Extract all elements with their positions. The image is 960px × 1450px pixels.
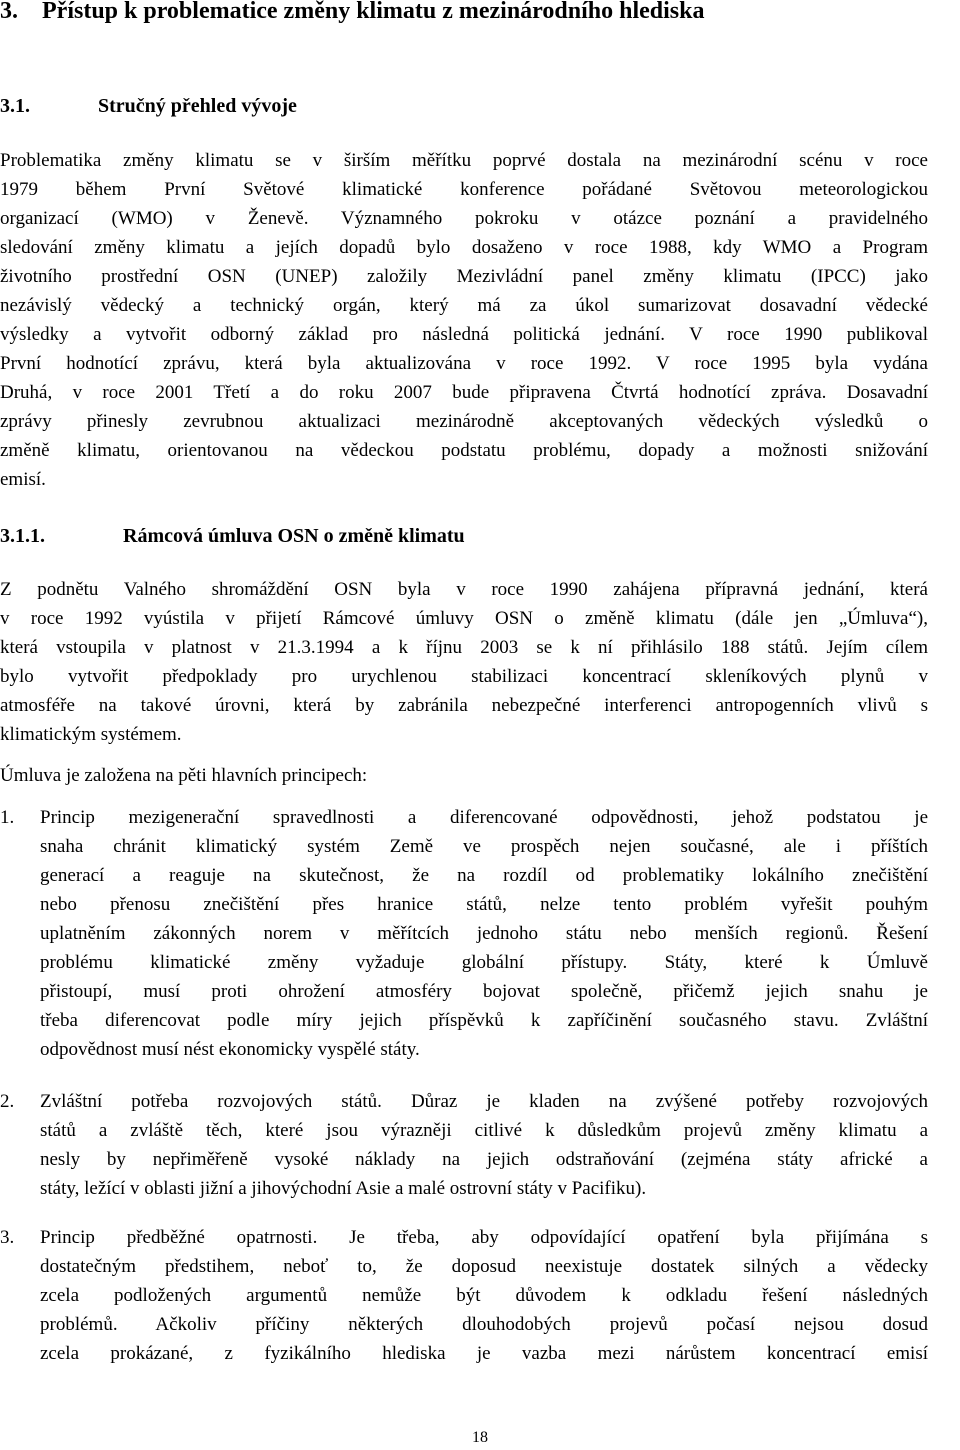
text-line: států a zvláště těch, které jsou výrazněji citlivé k důsledkům projevů změny klimatu a [40, 1120, 928, 1141]
text-line: Princip předběžné opatrnosti. Je třeba, aby odpovídající opatření byla přijímána s [40, 1227, 928, 1248]
text-line: Druhá, v roce 2001 Třetí a do roku 2007 bude připravena Čtvrtá hodnotící zpráva. Dosavadní [0, 382, 928, 403]
text-line: státy, ležící v oblasti jižní a jihovýchodní Asie a malé ostrovní státy v Pacifiku). [40, 1178, 647, 1199]
chapter-title: Přístup k problematice změny klimatu z mezinárodního hlediska [42, 0, 705, 24]
text-line: klimatickým systémem. [0, 724, 182, 745]
text-line: Z podnětu Valného shromáždění OSN byla v roce 1990 zahájena přípravná jednání, která [0, 579, 928, 600]
text-line: Princip mezigenerační spravedlnosti a diferencované odpovědnosti, jehož podstatou je [40, 807, 928, 828]
subsection-number: 3.1.1. [0, 525, 45, 547]
text-line: zcela prokázané, z fyzikálního hlediska je vazba mezi nárůstem koncentrací emisí [40, 1343, 928, 1364]
text-line: atmosféře na takové úrovni, která by zabránila nebezpečné interferenci antropogenních vlivů s [0, 695, 928, 716]
text-line: zcela podložených argumentů nemůže být důvodem k odkladu řešení následných [40, 1285, 928, 1306]
text-line: změně klimatu, orientovanou na vědeckou podstatu problému, dopady a možnosti snižování [0, 440, 928, 461]
text-line: nebo přenosu znečištění přes hranice států, nelze tento problém vyřešit pouhým [40, 894, 928, 915]
list-item-number: 3. [0, 1227, 15, 1248]
subsection-title: Rámcová úmluva OSN o změně klimatu [123, 525, 465, 547]
text-line: v roce 1992 vyústila v přijetí Rámcové úmluvy OSN o změně klimatu (dále jen „Úmluva“), [0, 608, 928, 629]
chapter-number: 3. [0, 0, 18, 24]
list-item-number: 2. [0, 1091, 15, 1112]
text-line: uplatněním zákonných norem v měřítcích jednoho státu nebo menších regionů. Řešení [40, 923, 928, 944]
text-line: snaha chránit klimatický systém Země ve prospěch nejen současné, ale i příštích [40, 836, 928, 857]
principles-intro: Úmluva je založena na pěti hlavních principech: [0, 765, 368, 786]
text-line: nezávislý vědecký a technický orgán, který má za úkol sumarizovat dosavadní vědecké [0, 295, 928, 316]
section-number: 3.1. [0, 95, 30, 117]
text-line: životního prostřední OSN (UNEP) založily Mezivládní panel změny klimatu (IPCC) jako [0, 266, 928, 287]
text-line: sledování změny klimatu a jejích dopadů bylo dosaženo v roce 1988, kdy WMO a Program [0, 237, 928, 258]
text-line: zprávy přinesly zevrubnou aktualizaci mezinárodně akceptovaných vědeckých výsledků o [0, 411, 928, 432]
text-line: nesly by nepřiměřeně vysoké náklady na jejich odstraňování (zejména státy africké a [40, 1149, 928, 1170]
text-line: bylo vytvořit předpoklady pro urychlenou stabilizaci koncentrací skleníkových plynů v [0, 666, 928, 687]
text-line: odpovědnost musí nést ekonomicky vyspělé státy. [40, 1039, 420, 1060]
subsection-heading [0, 521, 465, 551]
text-line: problému klimatické změny vyžaduje globální přístupy. Státy, které k Úmluvě [40, 952, 928, 973]
page-number: 18 [472, 1429, 488, 1446]
chapter-heading [0, 0, 704, 27]
text-line: organizací (WMO) v Ženevě. Významného pokroku v otázce poznání a pravidelného [0, 208, 928, 229]
text-line: emisí. [0, 469, 46, 490]
text-line: třeba diferencovat podle míry jejich příspěvků k zapříčinění současného stavu. Zvláštní [40, 1010, 928, 1031]
text-line: generací a reaguje na skutečnost, že na rozdíl od problematiky lokálního znečištění [40, 865, 928, 886]
text-line: problémů. Ačkoliv příčiny některých dlouhodobých projevů počasí nejsou dosud [40, 1314, 928, 1335]
text-line: dostatečným předstihem, neboť to, že doposud neexistuje dostatek silných a vědecky [40, 1256, 928, 1277]
text-line: První hodnotící zprávu, která byla aktualizována v roce 1992. V roce 1995 byla vydána [0, 353, 928, 374]
text-line: výsledky a vytvořit odborný základ pro následná politická jednání. V roce 1990 publikoval [0, 324, 928, 345]
text-line: která vstoupila v platnost v 21.3.1994 a k říjnu 2003 se k ní přihlásilo 188 států. Jejím cílem [0, 637, 928, 658]
section-title: Stručný přehled vývoje [98, 95, 297, 117]
text-line: 1979 během První Světové klimatické konference pořádané Světovou meteorologickou [0, 179, 928, 200]
section-heading [0, 91, 297, 121]
text-line: přistoupí, musí proti ohrožení atmosféry bojovat společně, přičemž jejich snahu je [40, 981, 928, 1002]
list-item-number: 1. [0, 807, 15, 828]
text-line: Zvláštní potřeba rozvojových států. Důraz je kladen na zvýšené potřeby rozvojových [40, 1091, 928, 1112]
text-line: Problematika změny klimatu se v širším měřítku poprvé dostala na mezinárodní scénu v roce [0, 150, 928, 171]
